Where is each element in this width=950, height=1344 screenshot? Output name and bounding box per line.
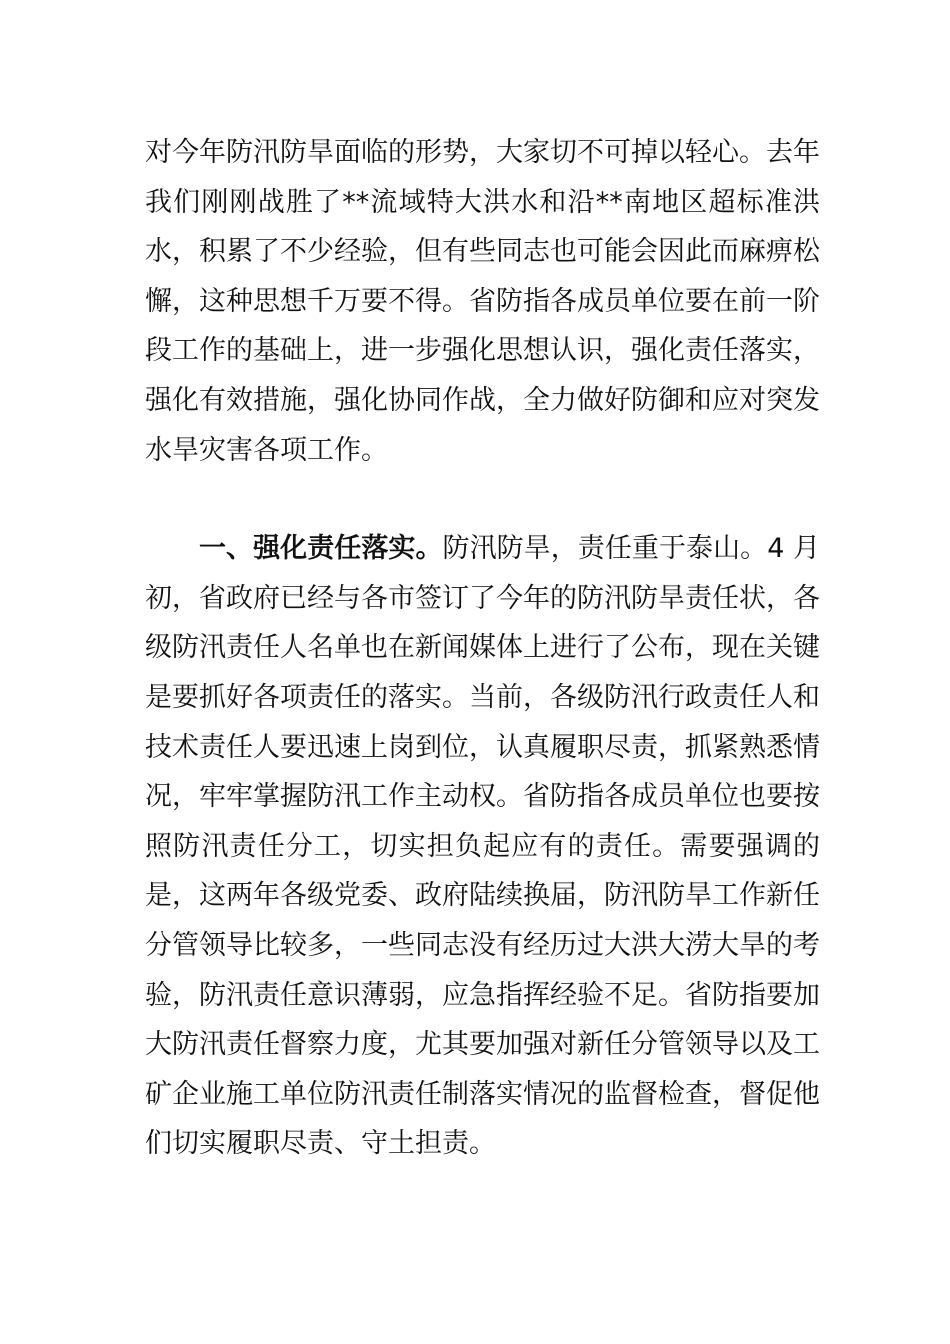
section-heading: 一、强化责任落实。 <box>199 533 443 565</box>
paragraph-responsibility <box>145 524 820 1169</box>
paragraph-text: 防汛防旱，责任重于泰山。4 月初，省政府已经与各市签订了今年的防汛防旱责任状，各级防汛责任人名单也在新闻媒体上进行了公布，现在关键是要抓好各项责任的落实。当前，各级防汛行政责任人和技术责任人要迅速上岗到位，认真履职尽责，抓紧熟悉情况，牢牢掌握防汛工作主动权。省防指各成员单位也要按照防汛责任分工，切实担负起应有的责任。需要强调的是，这两年各级党委、政府陆续换届，防汛防旱工作新任分管领导比较多，一些同志没有经历过大洪大涝大旱的考验，防汛责任意识薄弱，应急指挥经验不足。省防指要加大防汛责任督察力度，尤其要加强对新任分管领导以及工矿企业施工单位防汛责任制落实情况的监督检查，督促他们切实履职尽责、守土担责。 <box>145 533 821 1160</box>
paragraph-situation <box>145 128 820 475</box>
paragraph-text: 对今年防汛防旱面临的形势，大家切不可掉以轻心。去年我们刚刚战胜了**流域特大洪水和沿**南地区超标准洪水，积累了不少经验，但有些同志也可能会因此而麻痹松懈，这种思想千万要不得。省防指各成员单位要在前一阶段工作的基础上，进一步强化思想认识，强化责任落实，强化有效措施，强化协同作战，全力做好防御和应对突发水旱灾害各项工作。 <box>145 137 820 466</box>
document-body <box>145 128 820 1169</box>
